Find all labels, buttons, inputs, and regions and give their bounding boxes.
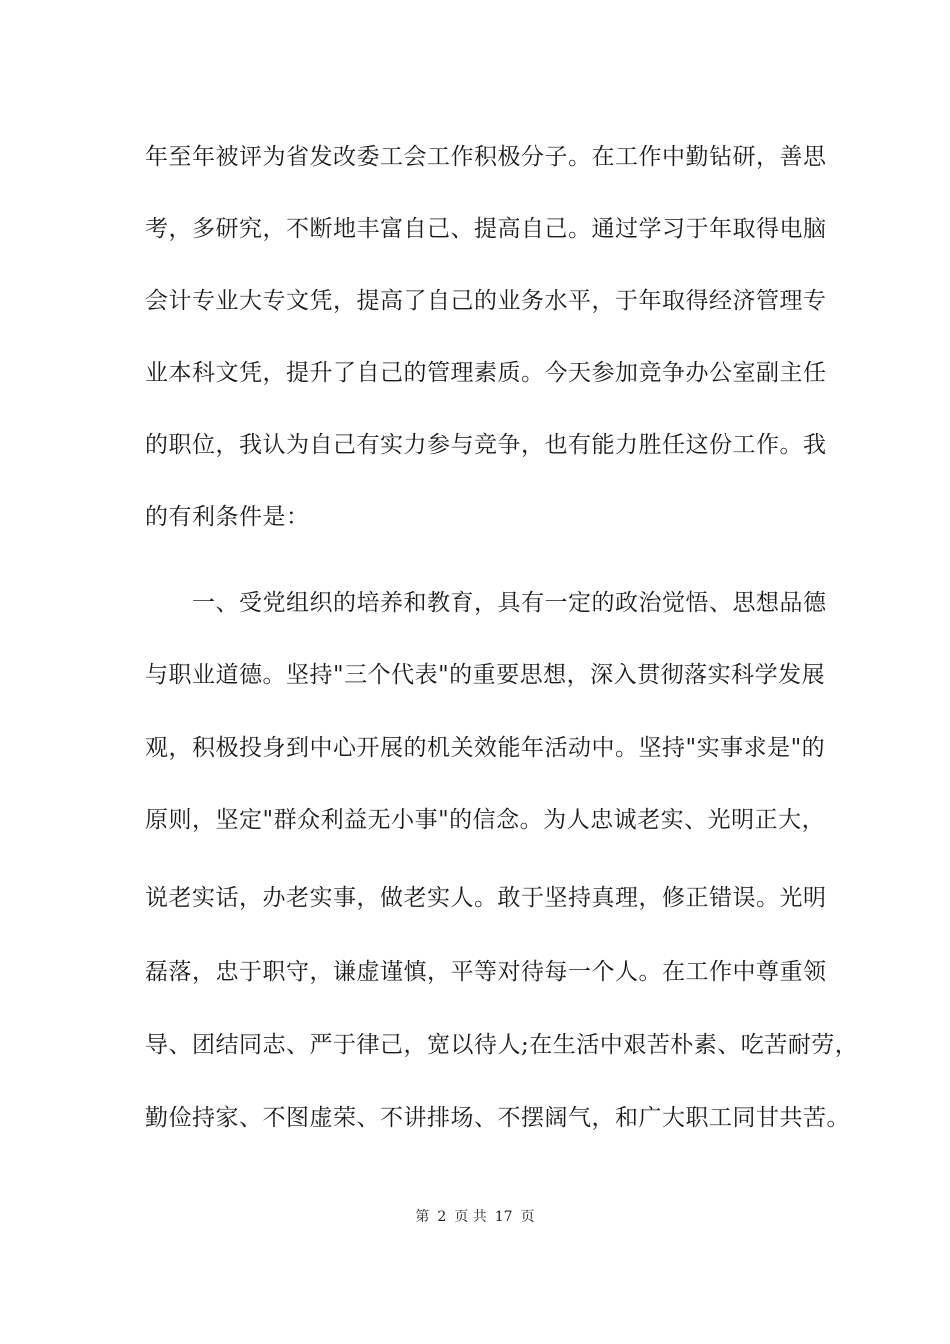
- body-text-line: 观，积极投身到中心开展的机关效能年活动中。坚持"实事求是"的: [145, 735, 826, 761]
- body-text-line: 与职业道德。坚持"三个代表"的重要思想，深入贯彻落实科学发展: [145, 662, 826, 688]
- footer-suffix: 页: [520, 1209, 535, 1225]
- page-number-footer: [0, 1208, 950, 1226]
- body-text-line: 年至年被评为省发改委工会工作积极分子。在工作中勤钻研，善思: [145, 144, 827, 170]
- footer-prefix: 第: [415, 1209, 430, 1225]
- body-text-line: 导、团结同志、严于律己，宽以待人;在生活中艰苦朴素、吃苦耐劳，: [145, 1032, 859, 1058]
- body-text-line: 说老实话，办老实事，做老实人。敢于坚持真理，修正错误。光明: [145, 885, 827, 911]
- current-page-number: 2: [437, 1209, 447, 1225]
- body-text-line: 原则，坚定"群众利益无小事"的信念。为人忠诚老实、光明正大，: [145, 807, 826, 833]
- body-text-line: 一、受党组织的培养和教育，具有一定的政治觉悟、思想品德: [145, 590, 827, 616]
- body-text-line: 考，多研究，不断地丰富自己、提高自己。通过学习于年取得电脑: [145, 216, 827, 242]
- body-text-line: 勤俭持家、不图虚荣、不讲排场、不摆阔气，和广大职工同甘共苦。: [145, 1105, 850, 1131]
- total-pages-number: 17: [494, 1209, 513, 1225]
- body-text-line: 业本科文凭，提升了自己的管理素质。今天参加竞争办公室副主任: [145, 360, 827, 386]
- body-text-line: 磊落，忠于职守，谦虚谨慎，平等对待每一个人。在工作中尊重领: [145, 959, 827, 985]
- body-text-line: 的有利条件是：: [145, 504, 310, 530]
- body-text-line: 的职位，我认为自己有实力参与竞争，也有能力胜任这份工作。我: [145, 432, 827, 458]
- footer-middle: 页 共: [454, 1209, 487, 1225]
- body-text-line: 会计专业大专文凭，提高了自己的业务水平，于年取得经济管理专: [145, 288, 827, 314]
